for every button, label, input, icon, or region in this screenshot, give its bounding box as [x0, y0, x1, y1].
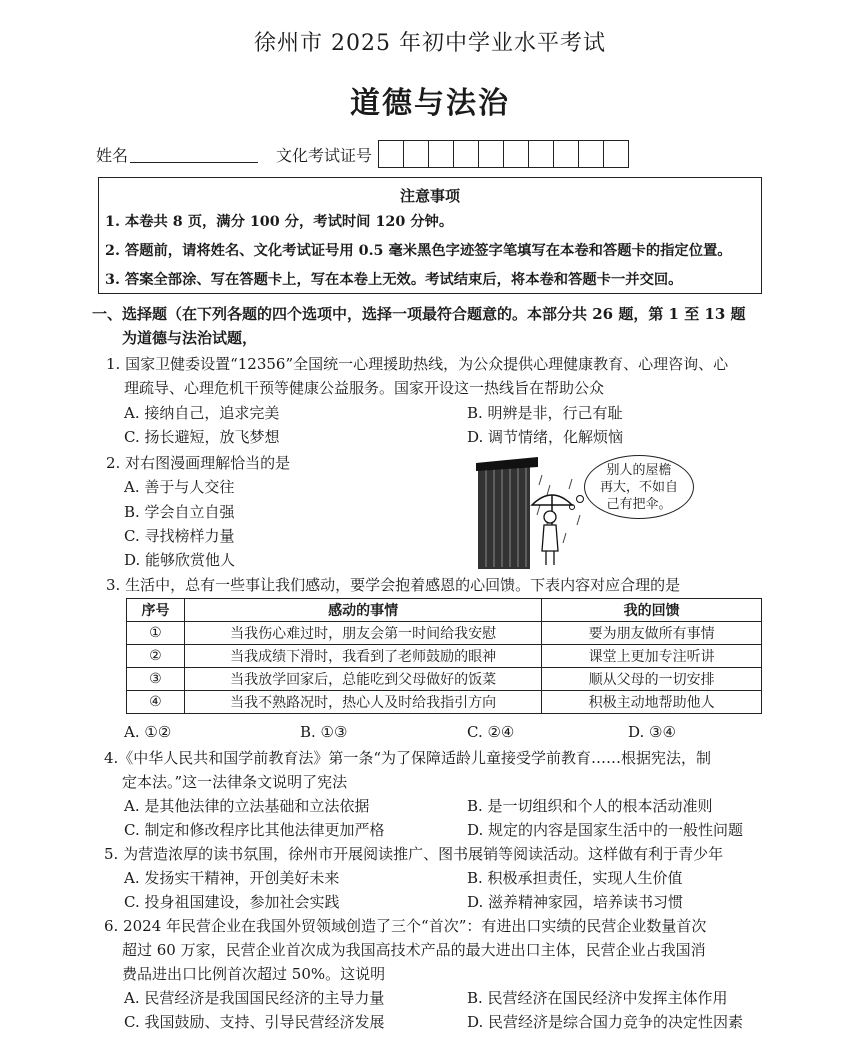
- candidate-info-row: [96, 140, 629, 168]
- q3-table: [126, 598, 762, 714]
- question-4-stem: [104, 746, 776, 794]
- bubble-text: 再大，不如自: [599, 480, 678, 495]
- option-d[interactable]: D. 滋养精神家园，培养读书习惯: [467, 893, 684, 911]
- option-b[interactable]: B. 是一切组织和个人的根本活动准则: [467, 797, 713, 815]
- name-label: 姓名: [96, 145, 129, 165]
- option-b[interactable]: B. ①③: [300, 723, 348, 741]
- question-6-stem: [104, 914, 776, 986]
- option-a[interactable]: A. 民营经济是我国国民经济的主导力量: [124, 989, 385, 1007]
- table-header-row: [127, 599, 762, 622]
- question-text: 1. 国家卫健委设置“12356”全国统一心理援助热线，为公众提供心理健康教育、心理咨询、心: [106, 355, 729, 373]
- question-3-stem: 3. 生活中，总有一些事让我们感动，要学会抱着感恩的心回馈。下表内容对应合理的是: [106, 576, 681, 594]
- id-digit-box[interactable]: [578, 140, 603, 168]
- option-c[interactable]: C. 我国鼓励、支持、引导民营经济发展: [124, 1013, 385, 1031]
- id-digit-box[interactable]: [553, 140, 578, 168]
- section-heading: [92, 302, 772, 350]
- option-a[interactable]: A. 是其他法律的立法基础和立法依据: [124, 797, 370, 815]
- table-cell: 顺从父母的一切安排: [542, 668, 762, 691]
- subject-title: 道德与法治: [350, 86, 510, 121]
- id-digit-box[interactable]: [503, 140, 528, 168]
- question-5-stem: 5. 为营造浓厚的读书氛围，徐州市开展阅读推广、图书展销等阅读活动。这样做有利于青少年: [104, 845, 724, 863]
- id-digit-box[interactable]: [478, 140, 503, 168]
- option-d[interactable]: D. ③④: [628, 723, 676, 741]
- option-c[interactable]: C. 制定和修改程序比其他法律更加严格: [124, 821, 385, 839]
- option-d[interactable]: D. 规定的内容是国家生活中的一般性问题: [467, 821, 744, 839]
- table-cell: 当我成绩下滑时，我看到了老师鼓励的眼神: [184, 645, 541, 668]
- question-text: 4.《中华人民共和国学前教育法》第一条“为了保障适龄儿童接受学前教育……根据宪法，制: [104, 749, 711, 767]
- option-a[interactable]: A. ①②: [124, 723, 172, 741]
- table-cell: ③: [127, 668, 185, 691]
- table-header: 序号: [127, 599, 185, 622]
- section-heading-line: 一、选择题（在下列各题的四个选项中，选择一项最符合题意的。本部分共 26 题，第 1 至 13 题: [92, 305, 746, 323]
- id-digit-box[interactable]: [378, 140, 403, 168]
- question-text: 超过 60 万家，民营企业首次成为我国高技术产品的最大进出口主体，民营企业占我国消: [122, 941, 706, 959]
- id-label: 文化考试证号: [276, 145, 373, 165]
- table-cell: ②: [127, 645, 185, 668]
- bubble-text: 己有把伞。: [606, 497, 672, 512]
- option-b[interactable]: B. 学会自立自强: [124, 503, 235, 521]
- table-header: 感动的事情: [184, 599, 541, 622]
- option-a[interactable]: A. 善于与人交往: [124, 478, 235, 496]
- table-cell: ④: [127, 691, 185, 714]
- table-cell: ①: [127, 622, 185, 645]
- notice-box: [98, 177, 762, 294]
- notice-title: 注意事项: [399, 187, 460, 205]
- exam-title: 徐州市 2025 年初中学业水平考试: [254, 31, 606, 56]
- bubble-text: 别人的屋檐: [606, 463, 672, 478]
- name-field[interactable]: [130, 146, 258, 163]
- table-cell: 当我不熟路况时，热心人及时给我指引方向: [184, 691, 541, 714]
- option-d[interactable]: D. 民营经济是综合国力竞争的决定性因素: [467, 1013, 744, 1031]
- table-row: [127, 691, 762, 714]
- table-cell: 当我放学回家后，总能吃到父母做好的饭菜: [184, 668, 541, 691]
- id-number-boxes[interactable]: [378, 140, 629, 168]
- option-b[interactable]: B. 民营经济在国民经济中发挥主体作用: [467, 989, 728, 1007]
- table-cell: 积极主动地帮助他人: [542, 691, 762, 714]
- table-row: [127, 622, 762, 645]
- cartoon-illustration: [476, 455, 706, 573]
- question-text: 理疏导、心理危机干预等健康公益服务。国家开设这一热线旨在帮助公众: [124, 379, 605, 397]
- option-c[interactable]: C. 扬长避短，放飞梦想: [124, 428, 280, 446]
- id-digit-box[interactable]: [453, 140, 478, 168]
- id-digit-box[interactable]: [528, 140, 553, 168]
- table-row: [127, 668, 762, 691]
- question-text: 6. 2024 年民营企业在我国外贸领域创造了三个“首次”：有进出口实绩的民营企业数量首次: [104, 917, 707, 935]
- table-row: [127, 645, 762, 668]
- table-cell: 课堂上更加专注听讲: [542, 645, 762, 668]
- question-2-stem: 2. 对右图漫画理解恰当的是: [106, 454, 291, 472]
- option-c[interactable]: C. ②④: [467, 723, 515, 741]
- id-digit-box[interactable]: [603, 140, 629, 168]
- table-cell: 要为朋友做所有事情: [542, 622, 762, 645]
- option-a[interactable]: A. 接纳自己，追求完美: [124, 404, 280, 422]
- option-d[interactable]: D. 能够欣赏他人: [124, 551, 236, 569]
- option-c[interactable]: C. 投身祖国建设，参加社会实践: [124, 893, 340, 911]
- question-text: 定本法。”这一法律条文说明了宪法: [122, 773, 348, 791]
- option-c[interactable]: C. 寻找榜样力量: [124, 527, 235, 545]
- option-b[interactable]: B. 明辨是非，行己有耻: [467, 404, 623, 422]
- option-a[interactable]: A. 发扬实干精神，开创美好未来: [124, 869, 340, 887]
- notice-item: 2. 答题前，请将姓名、文化考试证号用 0.5 毫米黑色字迹签字笔填写在本卷和答题卡的指定位置。: [105, 243, 732, 259]
- question-1-stem: [106, 352, 776, 400]
- question-text: 费品进出口比例首次超过 50%。这说明: [122, 965, 386, 983]
- table-header: 我的回馈: [542, 599, 762, 622]
- option-b[interactable]: B. 积极承担责任，实现人生价值: [467, 869, 683, 887]
- table-cell: 当我伤心难过时，朋友会第一时间给我安慰: [184, 622, 541, 645]
- notice-item: 1. 本卷共 8 页，满分 100 分，考试时间 120 分钟。: [105, 214, 454, 230]
- id-digit-box[interactable]: [403, 140, 428, 168]
- id-digit-box[interactable]: [428, 140, 453, 168]
- section-heading-line: 为道德与法治试题，: [122, 329, 258, 347]
- speech-bubble: [584, 455, 694, 519]
- option-d[interactable]: D. 调节情绪，化解烦恼: [467, 428, 624, 446]
- notice-item: 3. 答案全部涂、写在答题卡上，写在本卷上无效。考试结束后，将本卷和答题卡一并交回。: [105, 272, 683, 288]
